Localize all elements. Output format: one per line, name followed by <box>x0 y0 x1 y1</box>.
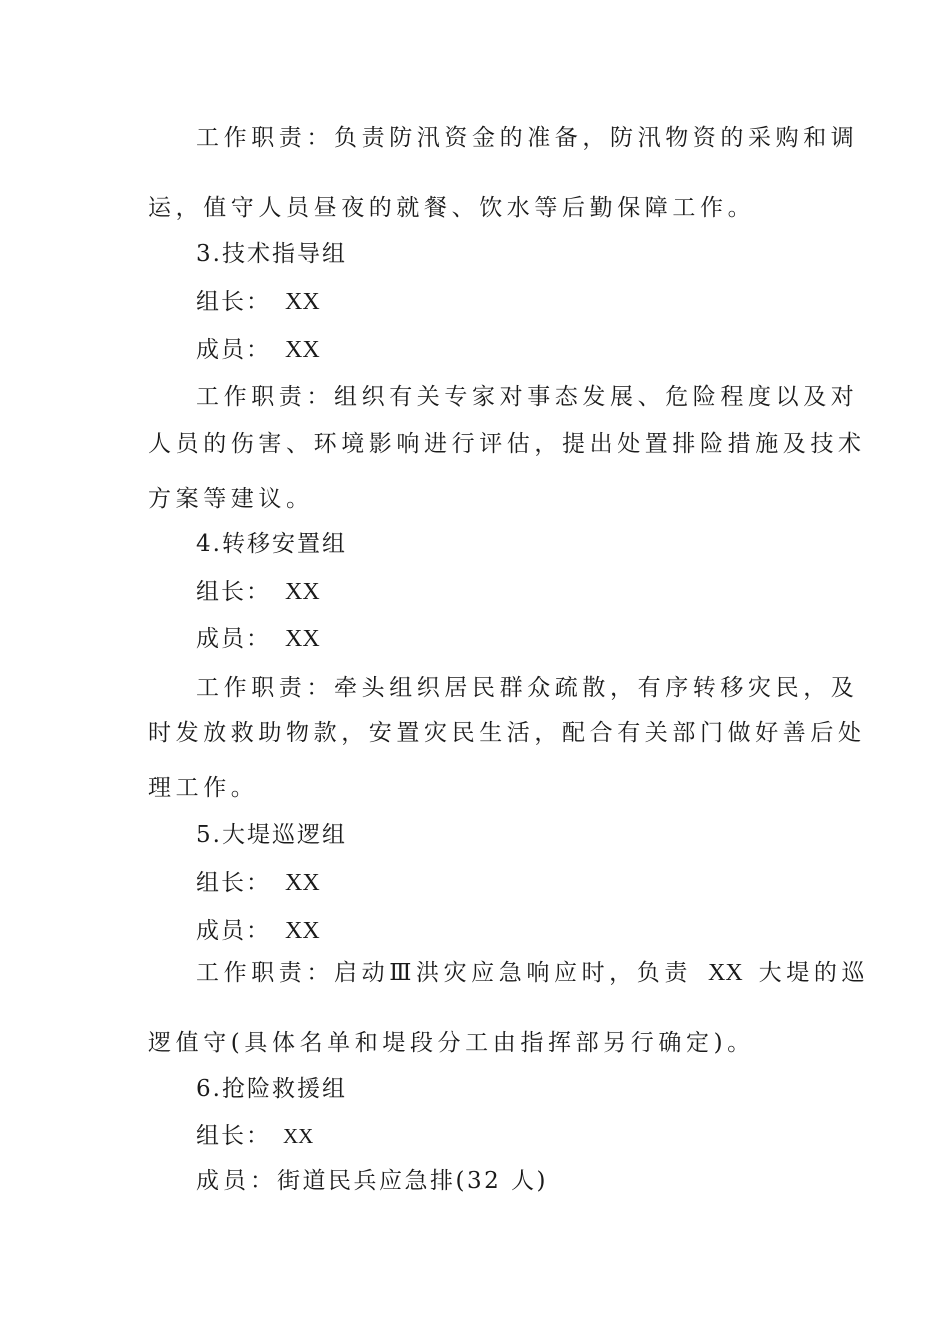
member-label: 成员： <box>196 1168 277 1194</box>
duty-paragraph-line <box>196 958 869 988</box>
leader-value: XX <box>283 1124 314 1148</box>
section-heading: 4.转移安置组 <box>196 531 347 557</box>
leader-line <box>196 1121 313 1151</box>
duty-text: 牵头组织居民群众疏散，有序转移灾民，及 <box>334 675 859 701</box>
duty-label: 工作职责： <box>196 125 334 151</box>
duty-text: 时发放救助物款，安置灾民生活，配合有关部门做好善后处 <box>148 720 866 746</box>
member-value: XX <box>285 337 320 363</box>
member-label: 成员： <box>196 918 271 944</box>
duty-text: 运，值守人员昼夜的就餐、饮水等后勤保障工作。 <box>148 195 756 221</box>
duty-paragraph-line <box>196 382 858 412</box>
duty-paragraph-line <box>148 1028 755 1058</box>
dike-name-value: XX <box>707 960 743 986</box>
duty-label: 工作职责： <box>196 675 334 701</box>
member-value: 街道民兵应急排(32 人) <box>277 1168 549 1194</box>
member-line <box>196 1166 548 1196</box>
duty-text: 大堤的巡 <box>758 960 870 986</box>
member-label: 成员： <box>196 626 271 652</box>
leader-value: XX <box>285 870 320 896</box>
duty-text: 组织有关专家对事态发展、危险程度以及对 <box>334 384 859 410</box>
leader-line <box>196 868 320 898</box>
section-heading: 6.抢险救援组 <box>196 1076 347 1102</box>
duty-text: 逻值守(具体名单和堤段分工由指挥部另行确定)。 <box>148 1030 755 1056</box>
leader-value: XX <box>285 579 320 605</box>
duty-text: 方案等建议。 <box>148 486 314 512</box>
duty-text: 理工作。 <box>148 775 259 801</box>
section-heading: 3.技术指导组 <box>196 241 347 267</box>
duty-paragraph-line <box>148 193 755 223</box>
duty-paragraph-line <box>148 429 866 459</box>
leader-label: 组长： <box>196 289 271 315</box>
duty-text: 启动Ⅲ洪灾应急响应时，负责 <box>334 960 692 986</box>
leader-value: XX <box>285 289 320 315</box>
member-value: XX <box>285 626 320 652</box>
duty-label: 工作职责： <box>196 960 334 986</box>
leader-label: 组长： <box>196 870 271 896</box>
duty-text: 人员的伤害、环境影响进行评估，提出处置排险措施及技术 <box>148 431 866 457</box>
duty-paragraph-line <box>148 718 866 748</box>
member-value: XX <box>285 918 320 944</box>
member-line <box>196 916 320 946</box>
duty-label: 工作职责： <box>196 384 334 410</box>
member-line <box>196 335 320 365</box>
duty-paragraph-line <box>196 673 858 703</box>
duty-paragraph-line <box>148 484 314 514</box>
member-line <box>196 624 320 654</box>
leader-label: 组长： <box>196 1123 271 1149</box>
section-heading: 5.大堤巡逻组 <box>196 822 347 848</box>
leader-line <box>196 577 320 607</box>
duty-paragraph-line <box>148 773 258 803</box>
leader-label: 组长： <box>196 579 271 605</box>
duty-text: 负责防汛资金的准备，防汛物资的采购和调 <box>334 125 859 151</box>
duty-paragraph-line <box>196 123 858 153</box>
member-label: 成员： <box>196 337 271 363</box>
leader-line <box>196 287 320 317</box>
